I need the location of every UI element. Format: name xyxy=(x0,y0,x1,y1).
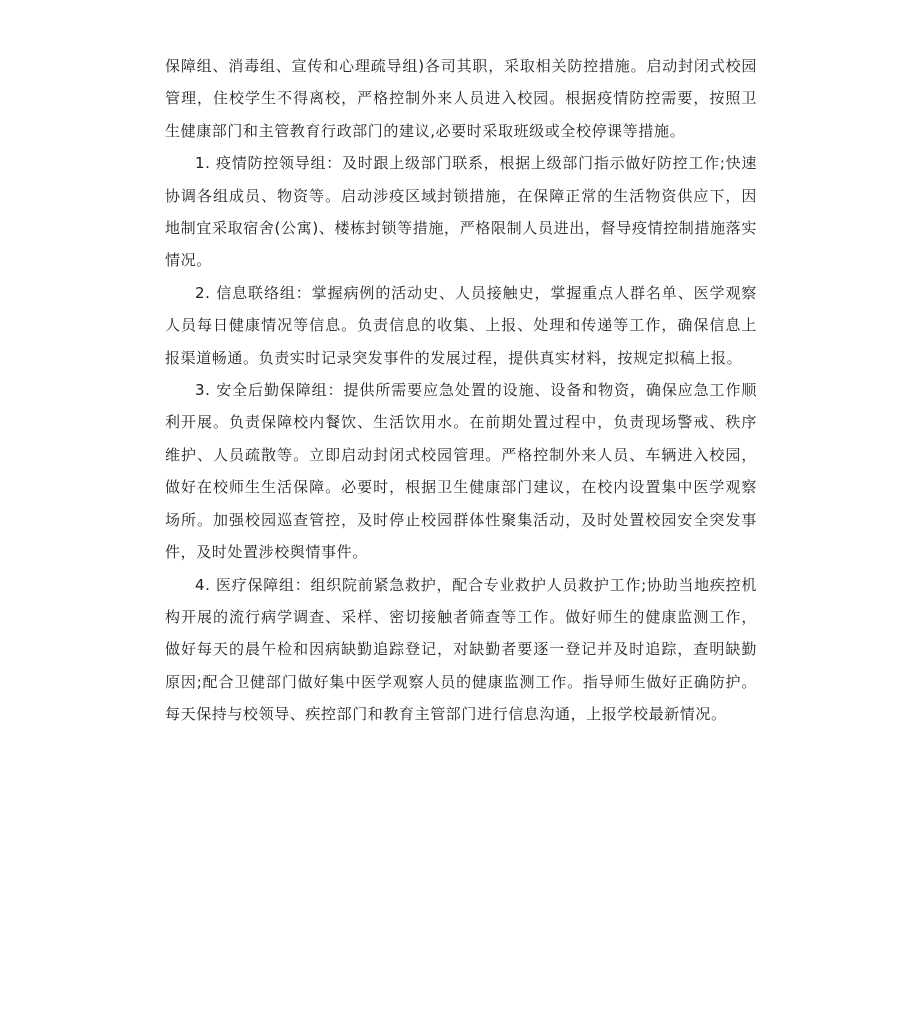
paragraph-info-liaison-group: 2. 信息联络组：掌握病例的活动史、人员接触史，掌握重点人群名单、医学观察人员每日健康情况等信息。负责信息的收集、上报、处理和传递等工作，确保信息上报渠道畅通。负责实时记录突发事件的发展过程，提供真实材料，按规定拟稿上报。 xyxy=(165,283,757,367)
paragraph-logistics-group: 3. 安全后勤保障组：提供所需要应急处置的设施、设备和物资，确保应急工作顺利开展。负责保障校内餐饮、生活饮用水。在前期处置过程中，负责现场警戒、秩序维护、人员疏散等。立即启动封闭式校园管理。严格控制外来人员、车辆进入校园，做好在校师生生活保障。必要时，根据卫生健康部门建议，在校内设置集中医学观察场所。加强校园巡查管控，及时停止校园群体性聚集活动，及时处置校园安全突发事件，及时处置涉校舆情事件。 xyxy=(165,381,757,562)
paragraph-leadership-group: 1. 疫情防控领导组：及时跟上级部门联系，根据上级部门指示做好防控工作;快速协调各组成员、物资等。启动涉疫区域封锁措施，在保障正常的生活物资供应下，因地制宜采取宿舍(公寓)、楼栋封锁等措施，严格限制人员进出，督导疫情控制措施落实情况。 xyxy=(165,154,757,270)
paragraph-medical-group: 4. 医疗保障组：组织院前紧急救护，配合专业救护人员救护工作;协助当地疾控机构开展的流行病学调查、采样、密切接触者筛查等工作。做好师生的健康监测工作，做好每天的晨午检和因病缺勤追踪登记，对缺勤者要逐一登记并及时追踪，查明缺勤原因;配合卫健部门做好集中医学观察人员的健康监测工作。指导师生做好正确防护。每天保持与校领导、疾控部门和教育主管部门进行信息沟通，上报学校最新情况。 xyxy=(165,575,757,724)
paragraph-continuation: 保障组、消毒组、宣传和心理疏导组)各司其职，采取相关防控措施。启动封闭式校园管理，住校学生不得离校，严格控制外来人员进入校园。根据疫情防控需要，按照卫生健康部门和主管教育行政部门的建议,必要时采取班级或全校停课等措施。 xyxy=(165,57,757,140)
document-page xyxy=(165,50,757,731)
